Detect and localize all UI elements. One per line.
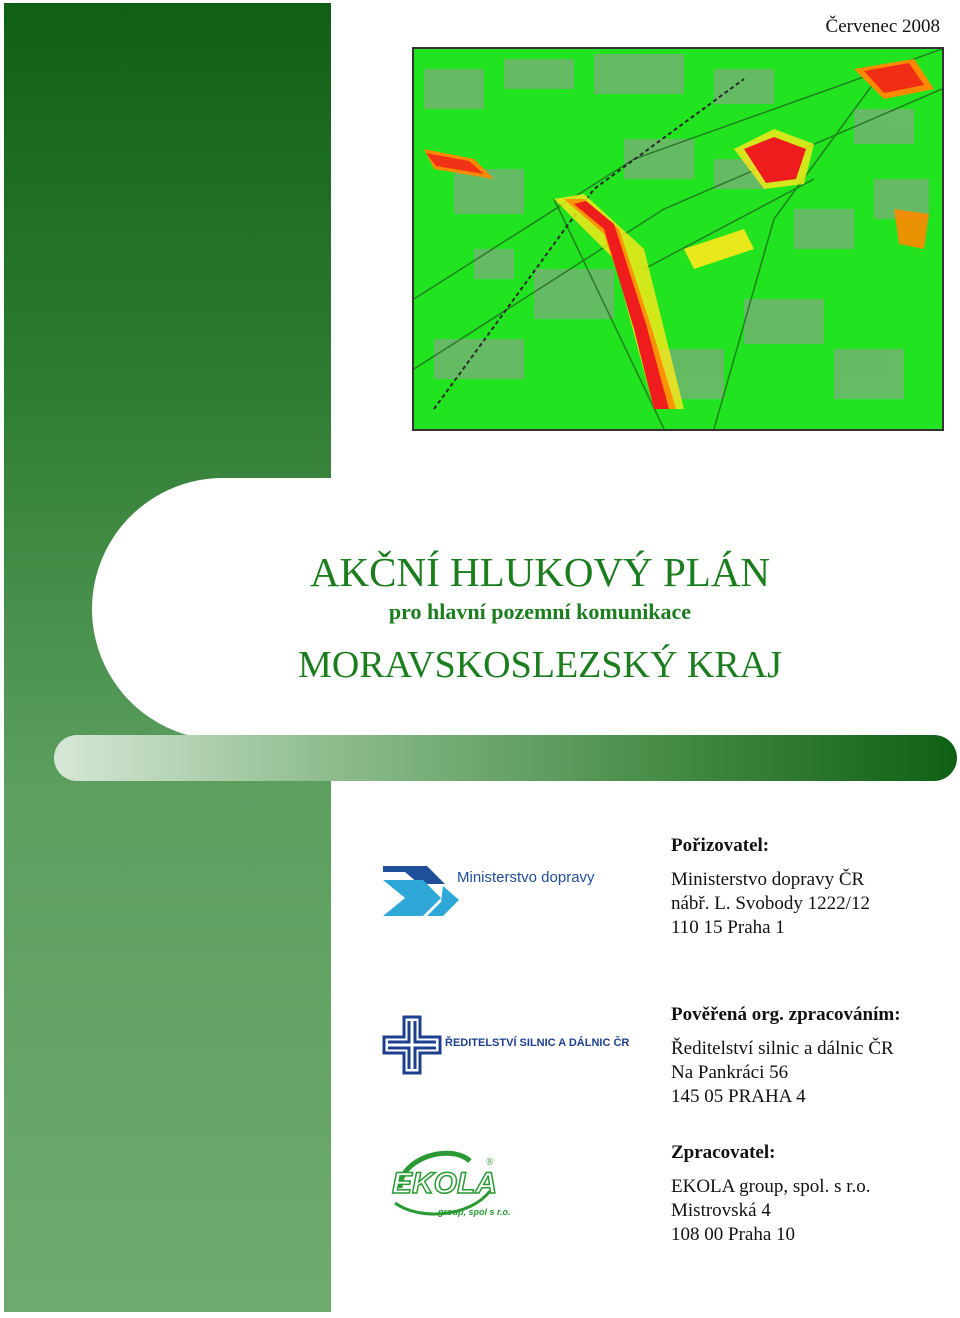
ekola-logo xyxy=(390,1143,510,1223)
ekola-registered-mark: ® xyxy=(486,1157,494,1168)
ministry-logo xyxy=(383,862,615,924)
contact-block-zpracovatel xyxy=(671,1141,871,1247)
decorative-gradient-bar xyxy=(54,735,957,781)
rsd-cross-icon xyxy=(382,1015,442,1075)
contact-line: 108 00 Praha 10 xyxy=(671,1224,796,1245)
document-title: AKČNÍ HLUKOVÝ PLÁN xyxy=(309,549,771,595)
contact-block-poverena xyxy=(671,1003,901,1109)
ekola-logo-subtext: group, spol s r.o. xyxy=(438,1207,511,1217)
rsd-logo-text: ŘEDITELSTVÍ SILNIC A DÁLNIC ČR xyxy=(445,1037,630,1049)
document-subtitle: pro hlavní pozemní komunikace xyxy=(388,599,692,624)
rsd-logo xyxy=(382,1015,630,1075)
contact-line: Ředitelství silnic a dálnic ČR xyxy=(671,1038,894,1059)
ekola-logo-text: EKOLA xyxy=(392,1167,497,1200)
contact-line: 145 05 PRAHA 4 xyxy=(671,1086,806,1107)
contact-line: 110 15 Praha 1 xyxy=(671,917,785,938)
contact-block-porizovatel xyxy=(671,834,870,940)
contact-heading: Pověřená org. zpracováním: xyxy=(671,1004,901,1025)
ministry-logo-text: Ministerstvo dopravy xyxy=(457,869,595,886)
contact-line: nábř. L. Svobody 1222/12 xyxy=(671,893,870,914)
contact-line: Ministerstvo dopravy ČR xyxy=(671,869,865,890)
contact-line: EKOLA group, spol. s r.o. xyxy=(671,1176,871,1197)
noise-map-image xyxy=(412,47,944,431)
contact-line: Mistrovská 4 xyxy=(671,1200,771,1221)
contact-heading: Zpracovatel: xyxy=(671,1142,776,1163)
document-date: Červenec 2008 xyxy=(825,16,940,37)
contact-heading: Pořizovatel: xyxy=(671,835,770,856)
contact-line: Na Pankráci 56 xyxy=(671,1062,789,1083)
document-region: MORAVSKOSLEZSKÝ KRAJ xyxy=(298,644,782,686)
